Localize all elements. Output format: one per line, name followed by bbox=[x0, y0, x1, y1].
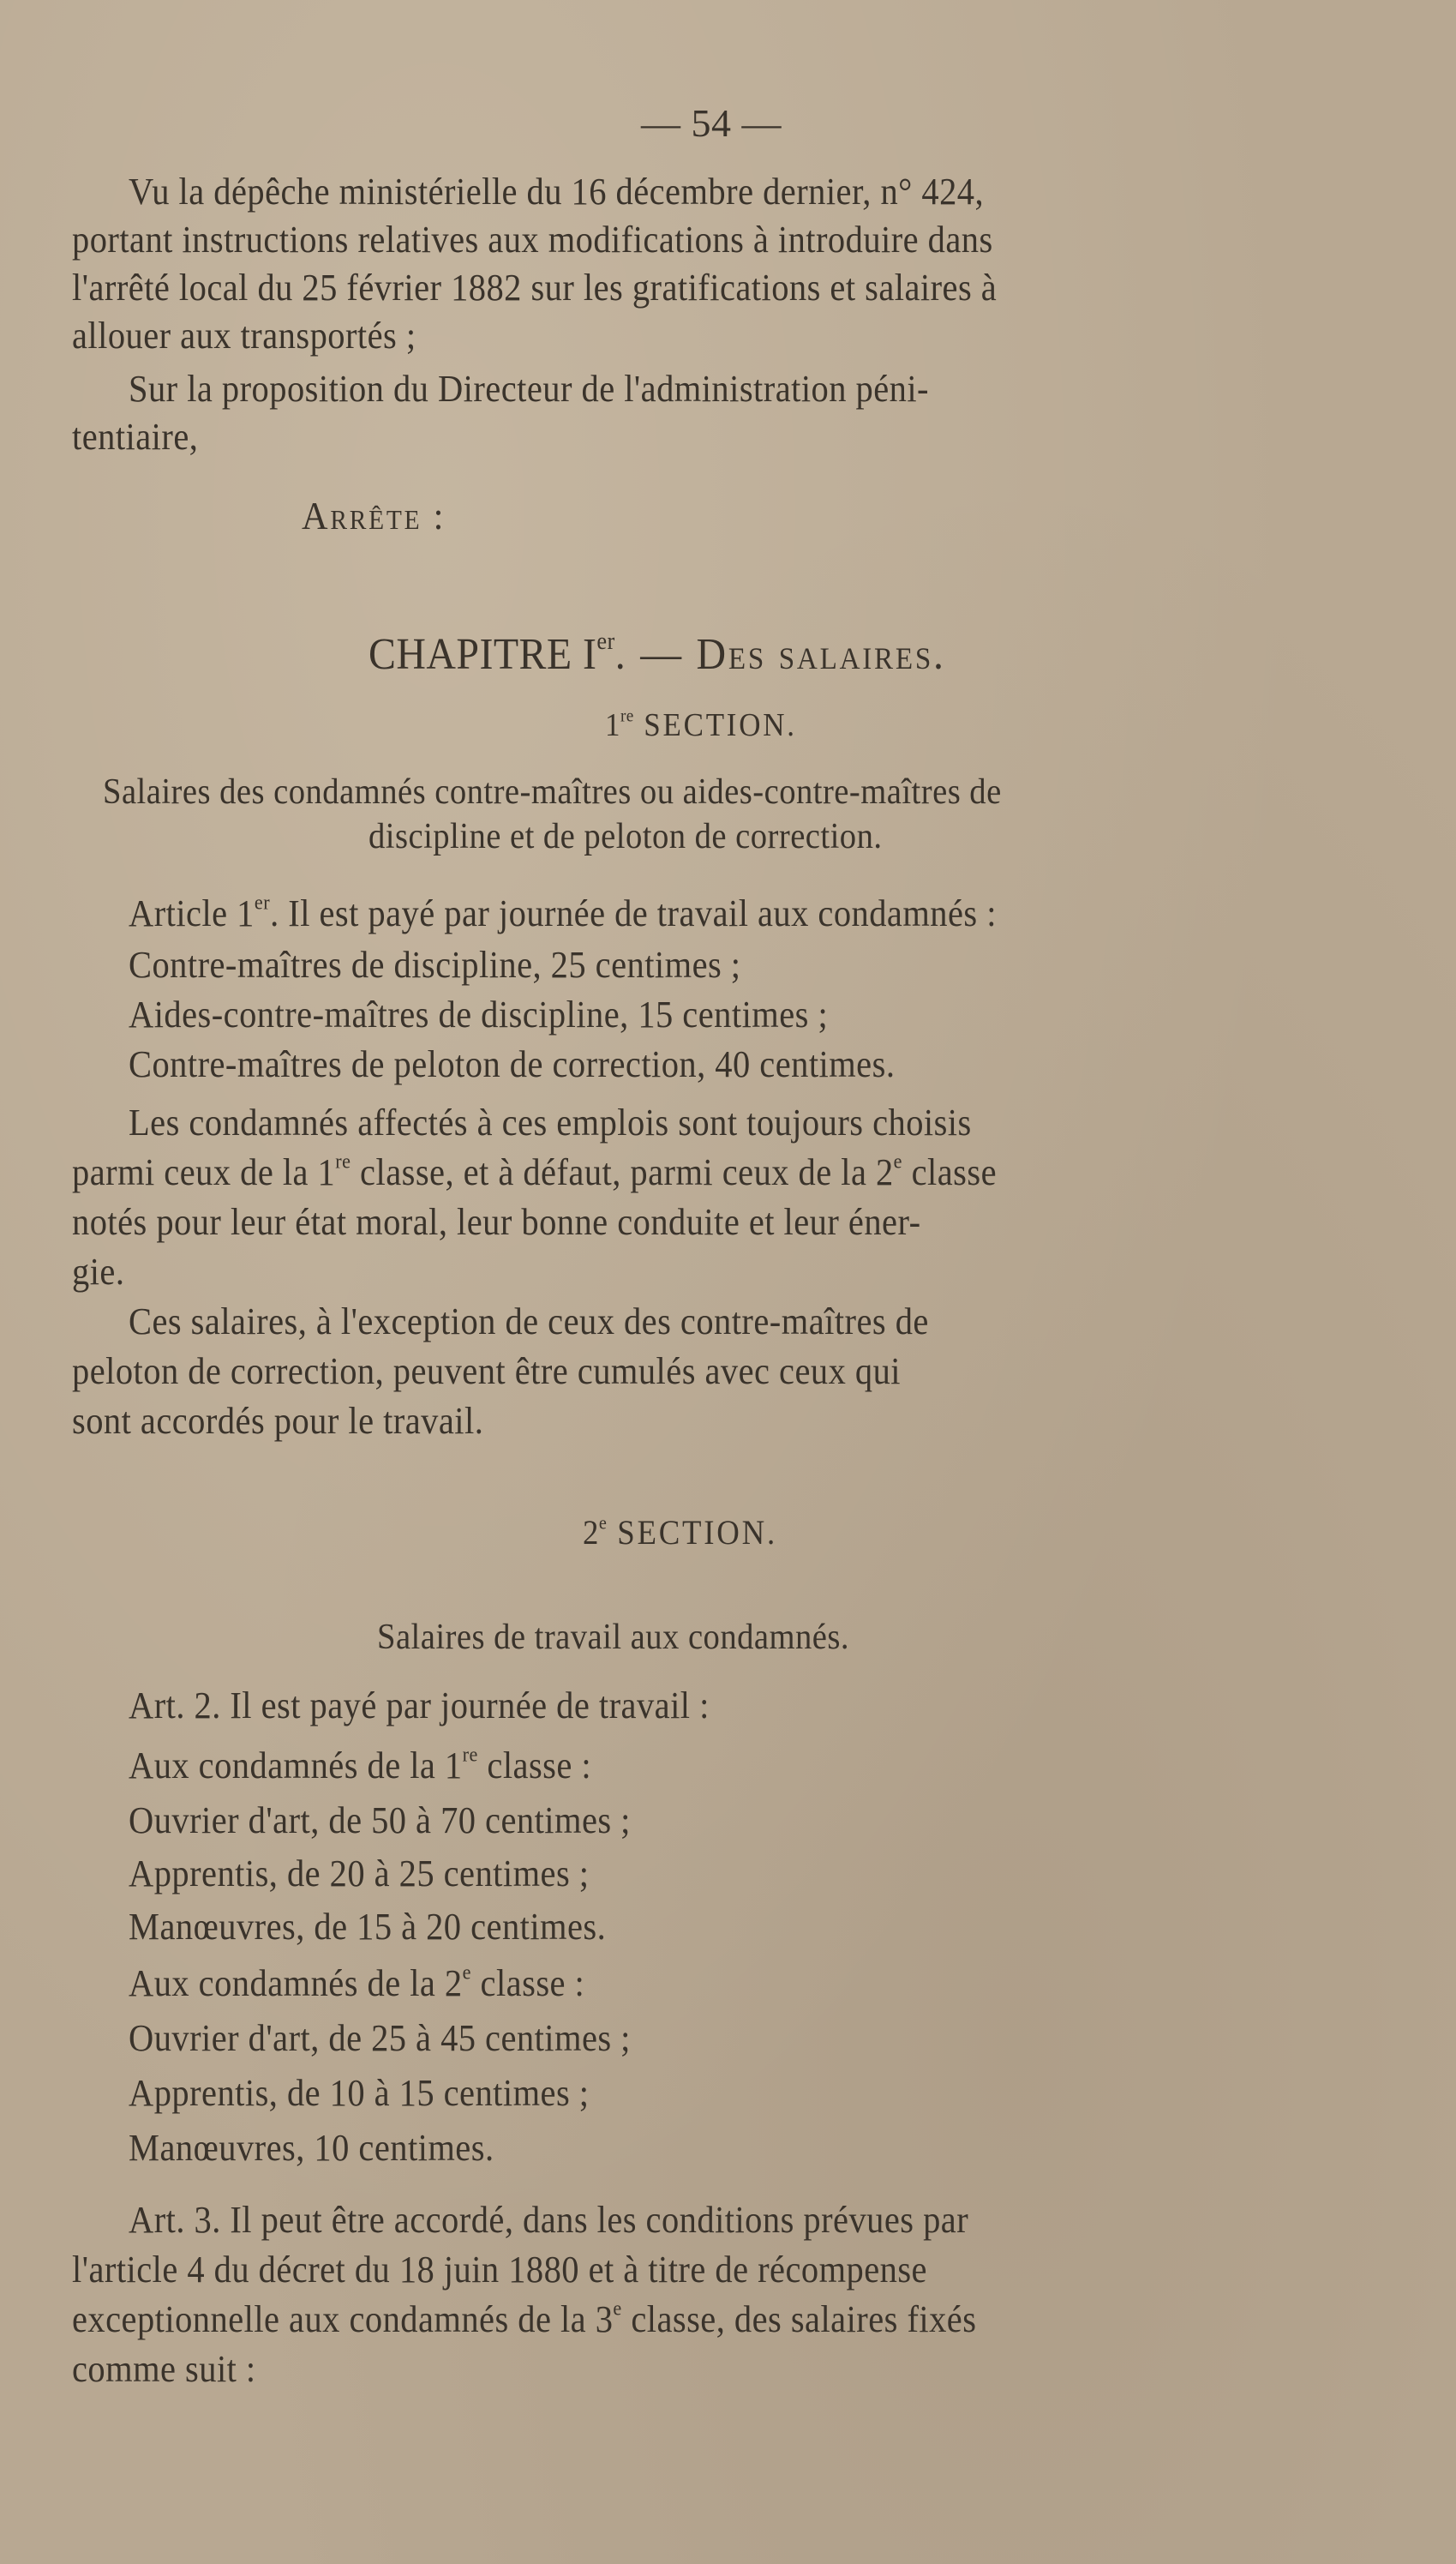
article-1-sup: er bbox=[254, 891, 271, 915]
para-1-line-2-a: parmi ceux de la 1 bbox=[72, 1151, 336, 1193]
chapter-title bbox=[368, 628, 946, 679]
article-3-line-3-sup: e bbox=[613, 2297, 622, 2321]
intro-line-1: Vu la dépêche ministérielle du 16 décembre dernier, n° 424, bbox=[129, 171, 985, 213]
section-1-title bbox=[605, 701, 797, 749]
para-2-line-3: sont accordés pour le travail. bbox=[72, 1400, 484, 1442]
class-2-item-1: Ouvrier d'art, de 25 à 45 centimes ; bbox=[129, 2017, 631, 2059]
intro-line-5: Sur la proposition du Directeur de l'administration péni- bbox=[129, 368, 930, 410]
article-1-item-1: Contre-maîtres de discipline, 25 centimes ; bbox=[129, 944, 741, 986]
chapter-rest: . — Des salaires. bbox=[614, 630, 946, 679]
class-2-a: Aux condamnés de la 2 bbox=[129, 1962, 463, 2004]
para-1-line-2 bbox=[72, 1149, 997, 1197]
class-1-sup: re bbox=[462, 1743, 478, 1767]
article-3-line-2: l'article 4 du décret du 18 juin 1880 et à titre de récompense bbox=[72, 2249, 927, 2291]
page-number: — 54 — bbox=[641, 101, 782, 145]
para-1-line-2-sup-2: e bbox=[893, 1150, 903, 1174]
arrete-heading: Arrête : bbox=[302, 494, 446, 537]
intro-line-2: portant instructions relatives aux modifications à introduire dans bbox=[72, 219, 993, 261]
article-3-line-3-b: classe, des salaires fixés bbox=[621, 2298, 977, 2340]
para-2-line-2: peloton de correction, peuvent être cumulés avec ceux qui bbox=[72, 1350, 901, 1392]
article-2: Art. 2. Il est payé par journée de travail : bbox=[129, 1684, 710, 1726]
para-1-line-2-e: classe bbox=[902, 1151, 998, 1193]
chapter-number: CHAPITRE I bbox=[368, 630, 597, 679]
article-3-line-3 bbox=[72, 2296, 976, 2344]
class-1-b: classe : bbox=[477, 1744, 592, 1786]
article-1-item-3: Contre-maîtres de peloton de correction, 40 centimes. bbox=[129, 1043, 896, 1085]
article-1 bbox=[129, 890, 997, 938]
para-1-line-4: gie. bbox=[72, 1251, 125, 1293]
para-1-line-3: notés pour leur état moral, leur bonne conduite et leur éner- bbox=[72, 1201, 921, 1243]
para-1-line-2-sup-1: re bbox=[335, 1150, 351, 1174]
article-1-rest: . Il est payé par journée de travail aux condamnés : bbox=[270, 892, 997, 934]
class-1-item-1: Ouvrier d'art, de 50 à 70 centimes ; bbox=[129, 1799, 631, 1841]
section-2-sup: e bbox=[598, 1511, 608, 1534]
article-1-item-2: Aides-contre-maîtres de discipline, 15 centimes ; bbox=[129, 994, 829, 1036]
section-1-heading-1: Salaires des condamnés contre-maîtres ou aides-contre-maîtres de bbox=[103, 772, 1002, 812]
section-2-label: SECTION. bbox=[607, 1513, 777, 1552]
section-1-number: 1 bbox=[605, 707, 620, 743]
section-2-number: 2 bbox=[583, 1513, 599, 1552]
class-1-item-3: Manœuvres, de 15 à 20 centimes. bbox=[129, 1906, 607, 1948]
class-2-sup: e bbox=[462, 1961, 471, 1985]
intro-line-3: l'arrêté local du 25 février 1882 sur les gratifications et salaires à bbox=[72, 267, 998, 309]
section-2-title bbox=[583, 1509, 777, 1557]
article-1-start: Article 1 bbox=[129, 892, 255, 934]
class-1-item-2: Apprentis, de 20 à 25 centimes ; bbox=[129, 1852, 590, 1894]
section-1-label: SECTION. bbox=[633, 707, 797, 743]
section-1-heading-2: discipline et de peloton de correction. bbox=[368, 817, 883, 856]
intro-line-4: allouer aux transportés ; bbox=[72, 315, 416, 357]
para-1-line-1: Les condamnés affectés à ces emplois sont toujours choisis bbox=[129, 1102, 972, 1144]
section-1-sup: re bbox=[620, 705, 634, 726]
article-3-line-4: comme suit : bbox=[72, 2348, 256, 2390]
article-3-line-3-a: exceptionnelle aux condamnés de la 3 bbox=[72, 2298, 614, 2340]
chapter-sup: er bbox=[596, 628, 615, 656]
intro-line-6: tentiaire, bbox=[72, 416, 199, 458]
class-2-b: classe : bbox=[470, 1962, 585, 2004]
para-1-line-2-c: classe, et à défaut, parmi ceux de la 2 bbox=[351, 1151, 894, 1193]
class-2-heading bbox=[129, 1960, 584, 2008]
class-2-item-2: Apprentis, de 10 à 15 centimes ; bbox=[129, 2072, 590, 2114]
class-1-heading bbox=[129, 1742, 591, 1790]
article-3-line-1: Art. 3. Il peut être accordé, dans les conditions prévues par bbox=[129, 2199, 969, 2241]
para-2-line-1: Ces salaires, à l'exception de ceux des contre-maîtres de bbox=[129, 1300, 929, 1342]
section-2-heading: Salaires de travail aux condamnés. bbox=[377, 1618, 850, 1657]
class-2-item-3: Manœuvres, 10 centimes. bbox=[129, 2127, 494, 2169]
class-1-a: Aux condamnés de la 1 bbox=[129, 1744, 463, 1786]
